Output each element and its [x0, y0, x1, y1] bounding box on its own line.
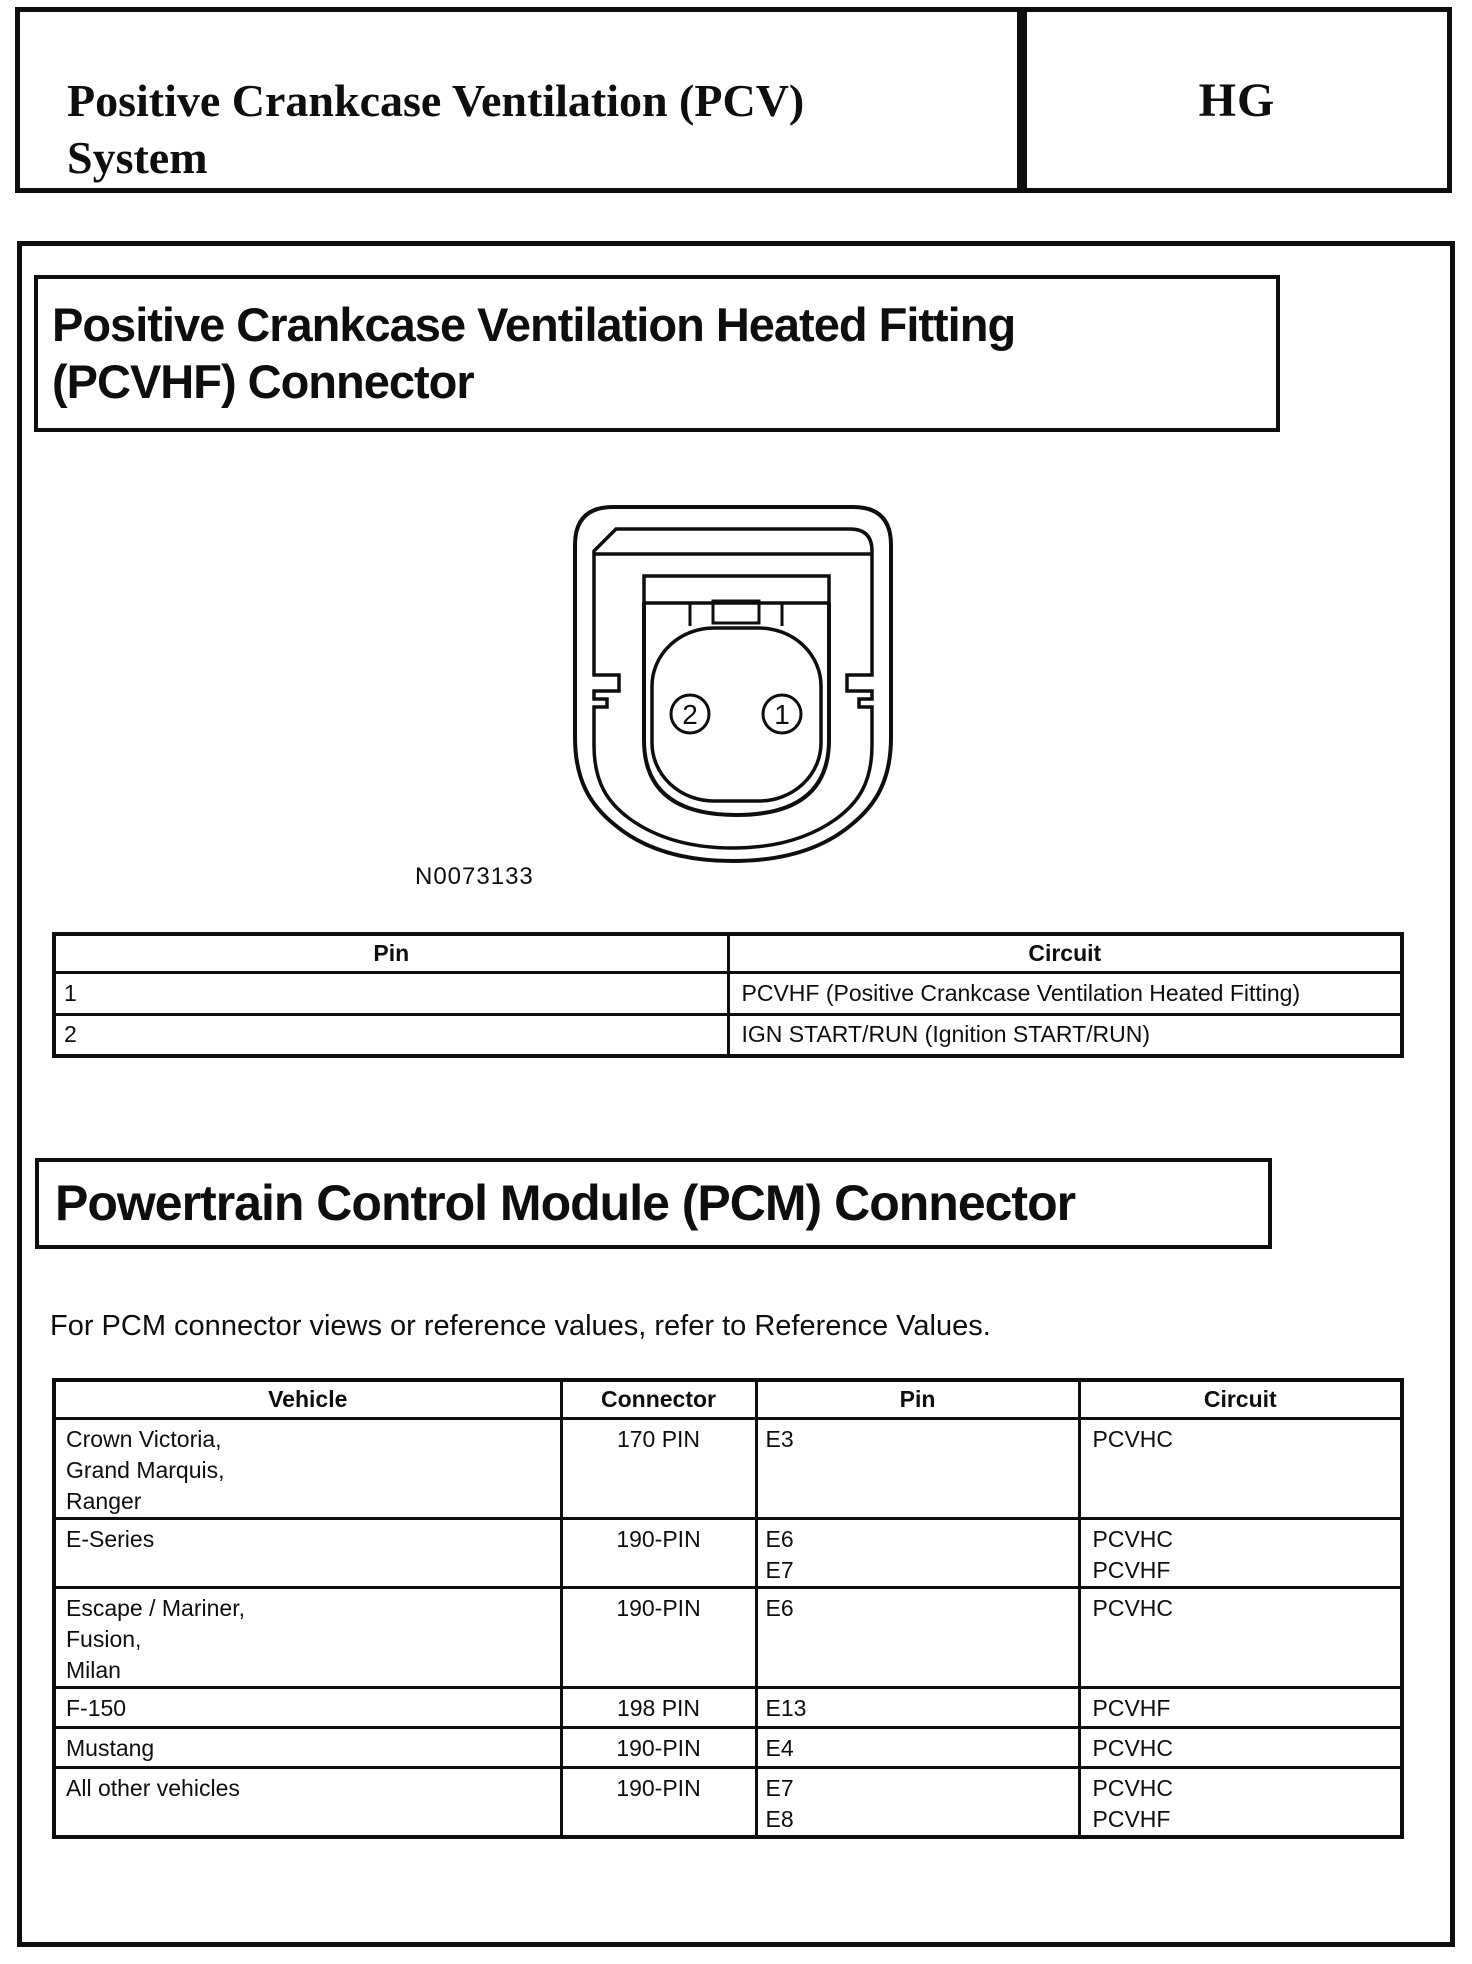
pcvhf-pin-table-wrap — [52, 932, 1404, 1058]
connector-cell: 170 PIN — [561, 1419, 756, 1519]
pcvhf-section-title-line2: (PCVHF) Connector — [52, 355, 474, 408]
pin-line: E4 — [765, 1735, 794, 1761]
connector-cell: 190-PIN — [561, 1519, 756, 1588]
circuit-cell — [1079, 1519, 1402, 1588]
pcvhf-pin-table — [52, 932, 1404, 1058]
circuit-line: PCVHF — [1092, 1557, 1171, 1583]
circuit-cell: IGN START/RUN (Ignition START/RUN) — [728, 1015, 1402, 1056]
pin-cell: 2 — [54, 1015, 728, 1056]
vehicle-cell — [54, 1768, 561, 1838]
circuit-cell — [1079, 1588, 1402, 1688]
vehicle-table-header-row — [54, 1380, 1402, 1419]
pin-cell — [756, 1519, 1079, 1588]
pcm-section-title-box — [35, 1158, 1272, 1249]
pin-line: E13 — [765, 1695, 807, 1721]
circuit-cell — [1079, 1419, 1402, 1519]
pin-line: E8 — [765, 1806, 794, 1832]
vehicle-line: Fusion, — [66, 1626, 142, 1652]
circuit-cell — [1079, 1768, 1402, 1838]
vehicle-table-row — [54, 1519, 1402, 1588]
vehicle-line: Grand Marquis, — [66, 1457, 225, 1483]
vehicle-line: Crown Victoria, — [66, 1426, 222, 1452]
pin-cell — [756, 1588, 1079, 1688]
pcm-vehicle-table-wrap — [52, 1378, 1404, 1839]
page-title-line2: System — [67, 132, 208, 183]
pcvhf-connector-diagram — [570, 505, 896, 873]
vehicle-table-row — [54, 1688, 1402, 1728]
vehicle-table-row — [54, 1768, 1402, 1838]
pin-table-header-pin: Pin — [54, 934, 728, 973]
pin-table-row — [54, 1015, 1402, 1056]
section-code-box — [1022, 7, 1452, 193]
pin-line: E6 — [765, 1526, 794, 1552]
pcvhf-section-title-line1: Positive Crankcase Ventilation Heated Fitting — [52, 298, 1016, 351]
vehicle-table-row — [54, 1728, 1402, 1768]
pin-1-label: 1 — [774, 699, 790, 730]
pcm-vehicle-table — [52, 1378, 1404, 1839]
vehicle-table-header-vehicle: Vehicle — [54, 1380, 561, 1419]
page-title — [20, 12, 1017, 186]
circuit-line: PCVHC — [1092, 1595, 1174, 1621]
pin-cell — [756, 1419, 1079, 1519]
connector-cell: 190-PIN — [561, 1768, 756, 1838]
vehicle-table-header-circuit: Circuit — [1079, 1380, 1402, 1419]
connector-cell: 190-PIN — [561, 1588, 756, 1688]
vehicle-table-row — [54, 1588, 1402, 1688]
vehicle-table-row — [54, 1419, 1402, 1519]
pin-2-label: 2 — [682, 699, 698, 730]
pin-cell: 1 — [54, 973, 728, 1015]
pcm-section-title: Powertrain Control Module (PCM) Connector — [55, 1175, 1076, 1231]
pin-table-row — [54, 973, 1402, 1015]
pin-cell — [756, 1768, 1079, 1838]
vehicle-line: Milan — [66, 1657, 121, 1683]
pcvhf-section-title-box — [34, 275, 1280, 432]
circuit-line: PCVHF — [1092, 1695, 1171, 1721]
pcm-reference-note: For PCM connector views or reference values, refer to Reference Values. — [50, 1310, 991, 1342]
pin-line: E3 — [765, 1426, 794, 1452]
vehicle-line: Escape / Mariner, — [66, 1595, 245, 1621]
vehicle-table-header-pin: Pin — [756, 1380, 1079, 1419]
section-code: HG — [1198, 73, 1276, 127]
vehicle-cell — [54, 1728, 561, 1768]
circuit-line: PCVHC — [1092, 1426, 1174, 1452]
circuit-cell: PCVHF (Positive Crankcase Ventilation Heated Fitting) — [728, 973, 1402, 1015]
vehicle-line: E-Series — [66, 1526, 155, 1552]
circuit-cell — [1079, 1688, 1402, 1728]
pin-cell — [756, 1688, 1079, 1728]
vehicle-table-header-connector: Connector — [561, 1380, 756, 1419]
vehicle-line: All other vehicles — [66, 1775, 240, 1801]
page-header-title-box — [15, 7, 1022, 193]
vehicle-line: Ranger — [66, 1488, 142, 1514]
pin-line: E7 — [765, 1775, 794, 1801]
connector-cavity-window — [644, 576, 829, 603]
pin-line: E7 — [765, 1557, 794, 1583]
connector-outer-shell — [575, 507, 891, 861]
vehicle-cell — [54, 1688, 561, 1728]
vehicle-cell — [54, 1519, 561, 1588]
vehicle-cell — [54, 1419, 561, 1519]
pin-table-header-circuit: Circuit — [728, 934, 1402, 973]
circuit-line: PCVHF — [1092, 1806, 1171, 1832]
pin-line: E6 — [765, 1595, 794, 1621]
figure-label: N0073133 — [415, 863, 534, 890]
connector-pocket-inner — [652, 628, 821, 801]
vehicle-cell — [54, 1588, 561, 1688]
connector-cell: 190-PIN — [561, 1728, 756, 1768]
connector-cell: 198 PIN — [561, 1688, 756, 1728]
page-title-line1: Positive Crankcase Ventilation (PCV) — [67, 75, 805, 126]
pin-cell — [756, 1728, 1079, 1768]
vehicle-line: F-150 — [66, 1695, 127, 1721]
pin-table-header-row — [54, 934, 1402, 973]
vehicle-line: Mustang — [66, 1735, 155, 1761]
circuit-line: PCVHC — [1092, 1775, 1174, 1801]
circuit-line: PCVHC — [1092, 1526, 1174, 1552]
circuit-line: PCVHC — [1092, 1735, 1174, 1761]
circuit-cell — [1079, 1728, 1402, 1768]
